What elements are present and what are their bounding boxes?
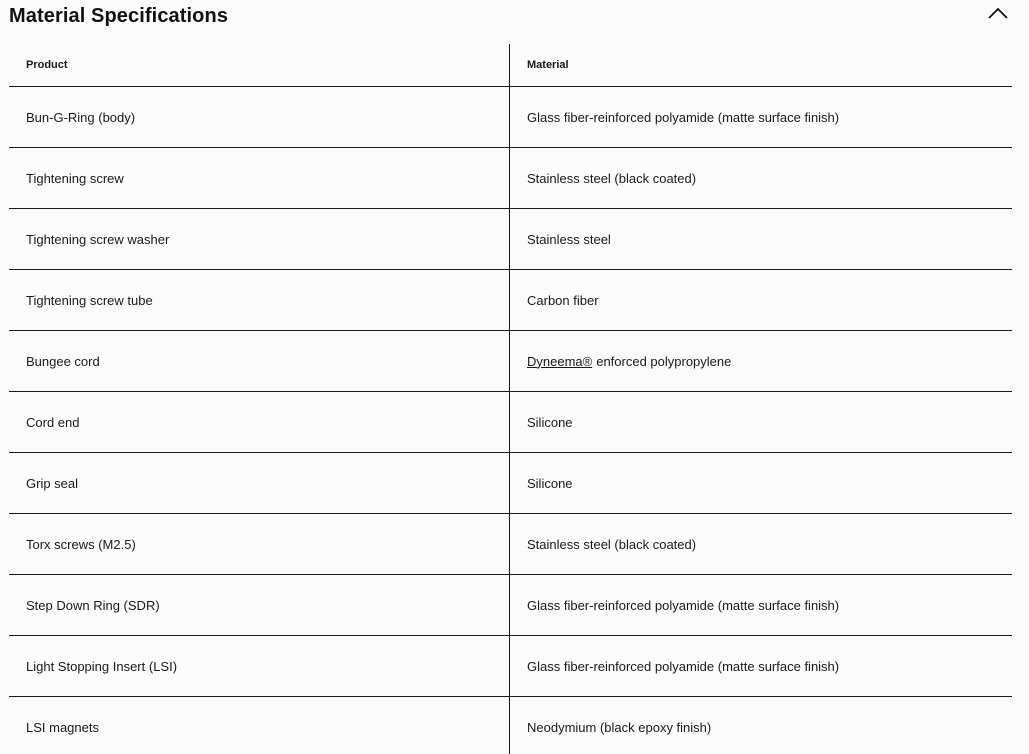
product-cell: Step Down Ring (SDR) (9, 575, 510, 635)
material-cell: Glass fiber-reinforced polyamide (matte surface finish) (527, 658, 840, 674)
material-cell: Glass fiber-reinforced polyamide (matte surface finish) (527, 597, 840, 613)
table-row (9, 697, 1012, 754)
table-row (9, 270, 1012, 331)
product-cell: Torx screws (M2.5) (9, 514, 510, 574)
product-cell: Cord end (9, 392, 510, 452)
product-cell: Bun-G-Ring (body) (9, 87, 510, 147)
material-cell: Carbon fiber (527, 292, 599, 308)
table-row (9, 575, 1012, 636)
product-cell: Tightening screw (9, 148, 510, 208)
product-cell: Tightening screw washer (9, 209, 510, 269)
material-cell: Silicone (527, 414, 573, 430)
chevron-up-icon[interactable] (987, 5, 1009, 23)
table-row (9, 209, 1012, 270)
table-row (9, 331, 1012, 392)
section-title: Material Specifications (9, 5, 229, 27)
table-row (9, 453, 1012, 514)
product-cell: Light Stopping Insert (LSI) (9, 636, 510, 696)
product-cell: Tightening screw tube (9, 270, 510, 330)
material-cell: Stainless steel (black coated) (527, 536, 697, 552)
material-cell: Silicone (527, 475, 573, 491)
material-cell: Stainless steel (527, 231, 611, 247)
column-header-material: Material (527, 59, 569, 71)
specifications-table (9, 44, 1012, 754)
material-text: enforced polypropylene (596, 353, 732, 369)
product-cell: Bungee cord (9, 331, 510, 391)
table-row (9, 148, 1012, 209)
material-cell: Neodymium (black epoxy finish) (527, 720, 712, 735)
product-cell: LSI magnets (9, 697, 510, 754)
table-row (9, 636, 1012, 697)
table-header-row (9, 44, 1012, 87)
material-cell: Stainless steel (black coated) (527, 170, 697, 186)
dyneema-link[interactable]: Dyneema® (527, 353, 593, 369)
table-row (9, 392, 1012, 453)
column-header-product: Product (9, 44, 510, 86)
material-cell (510, 331, 1012, 391)
material-cell: Glass fiber-reinforced polyamide (matte surface finish) (527, 109, 840, 125)
table-row (9, 87, 1012, 148)
table-row (9, 514, 1012, 575)
section-header[interactable] (0, 0, 1029, 34)
product-cell: Grip seal (9, 453, 510, 513)
